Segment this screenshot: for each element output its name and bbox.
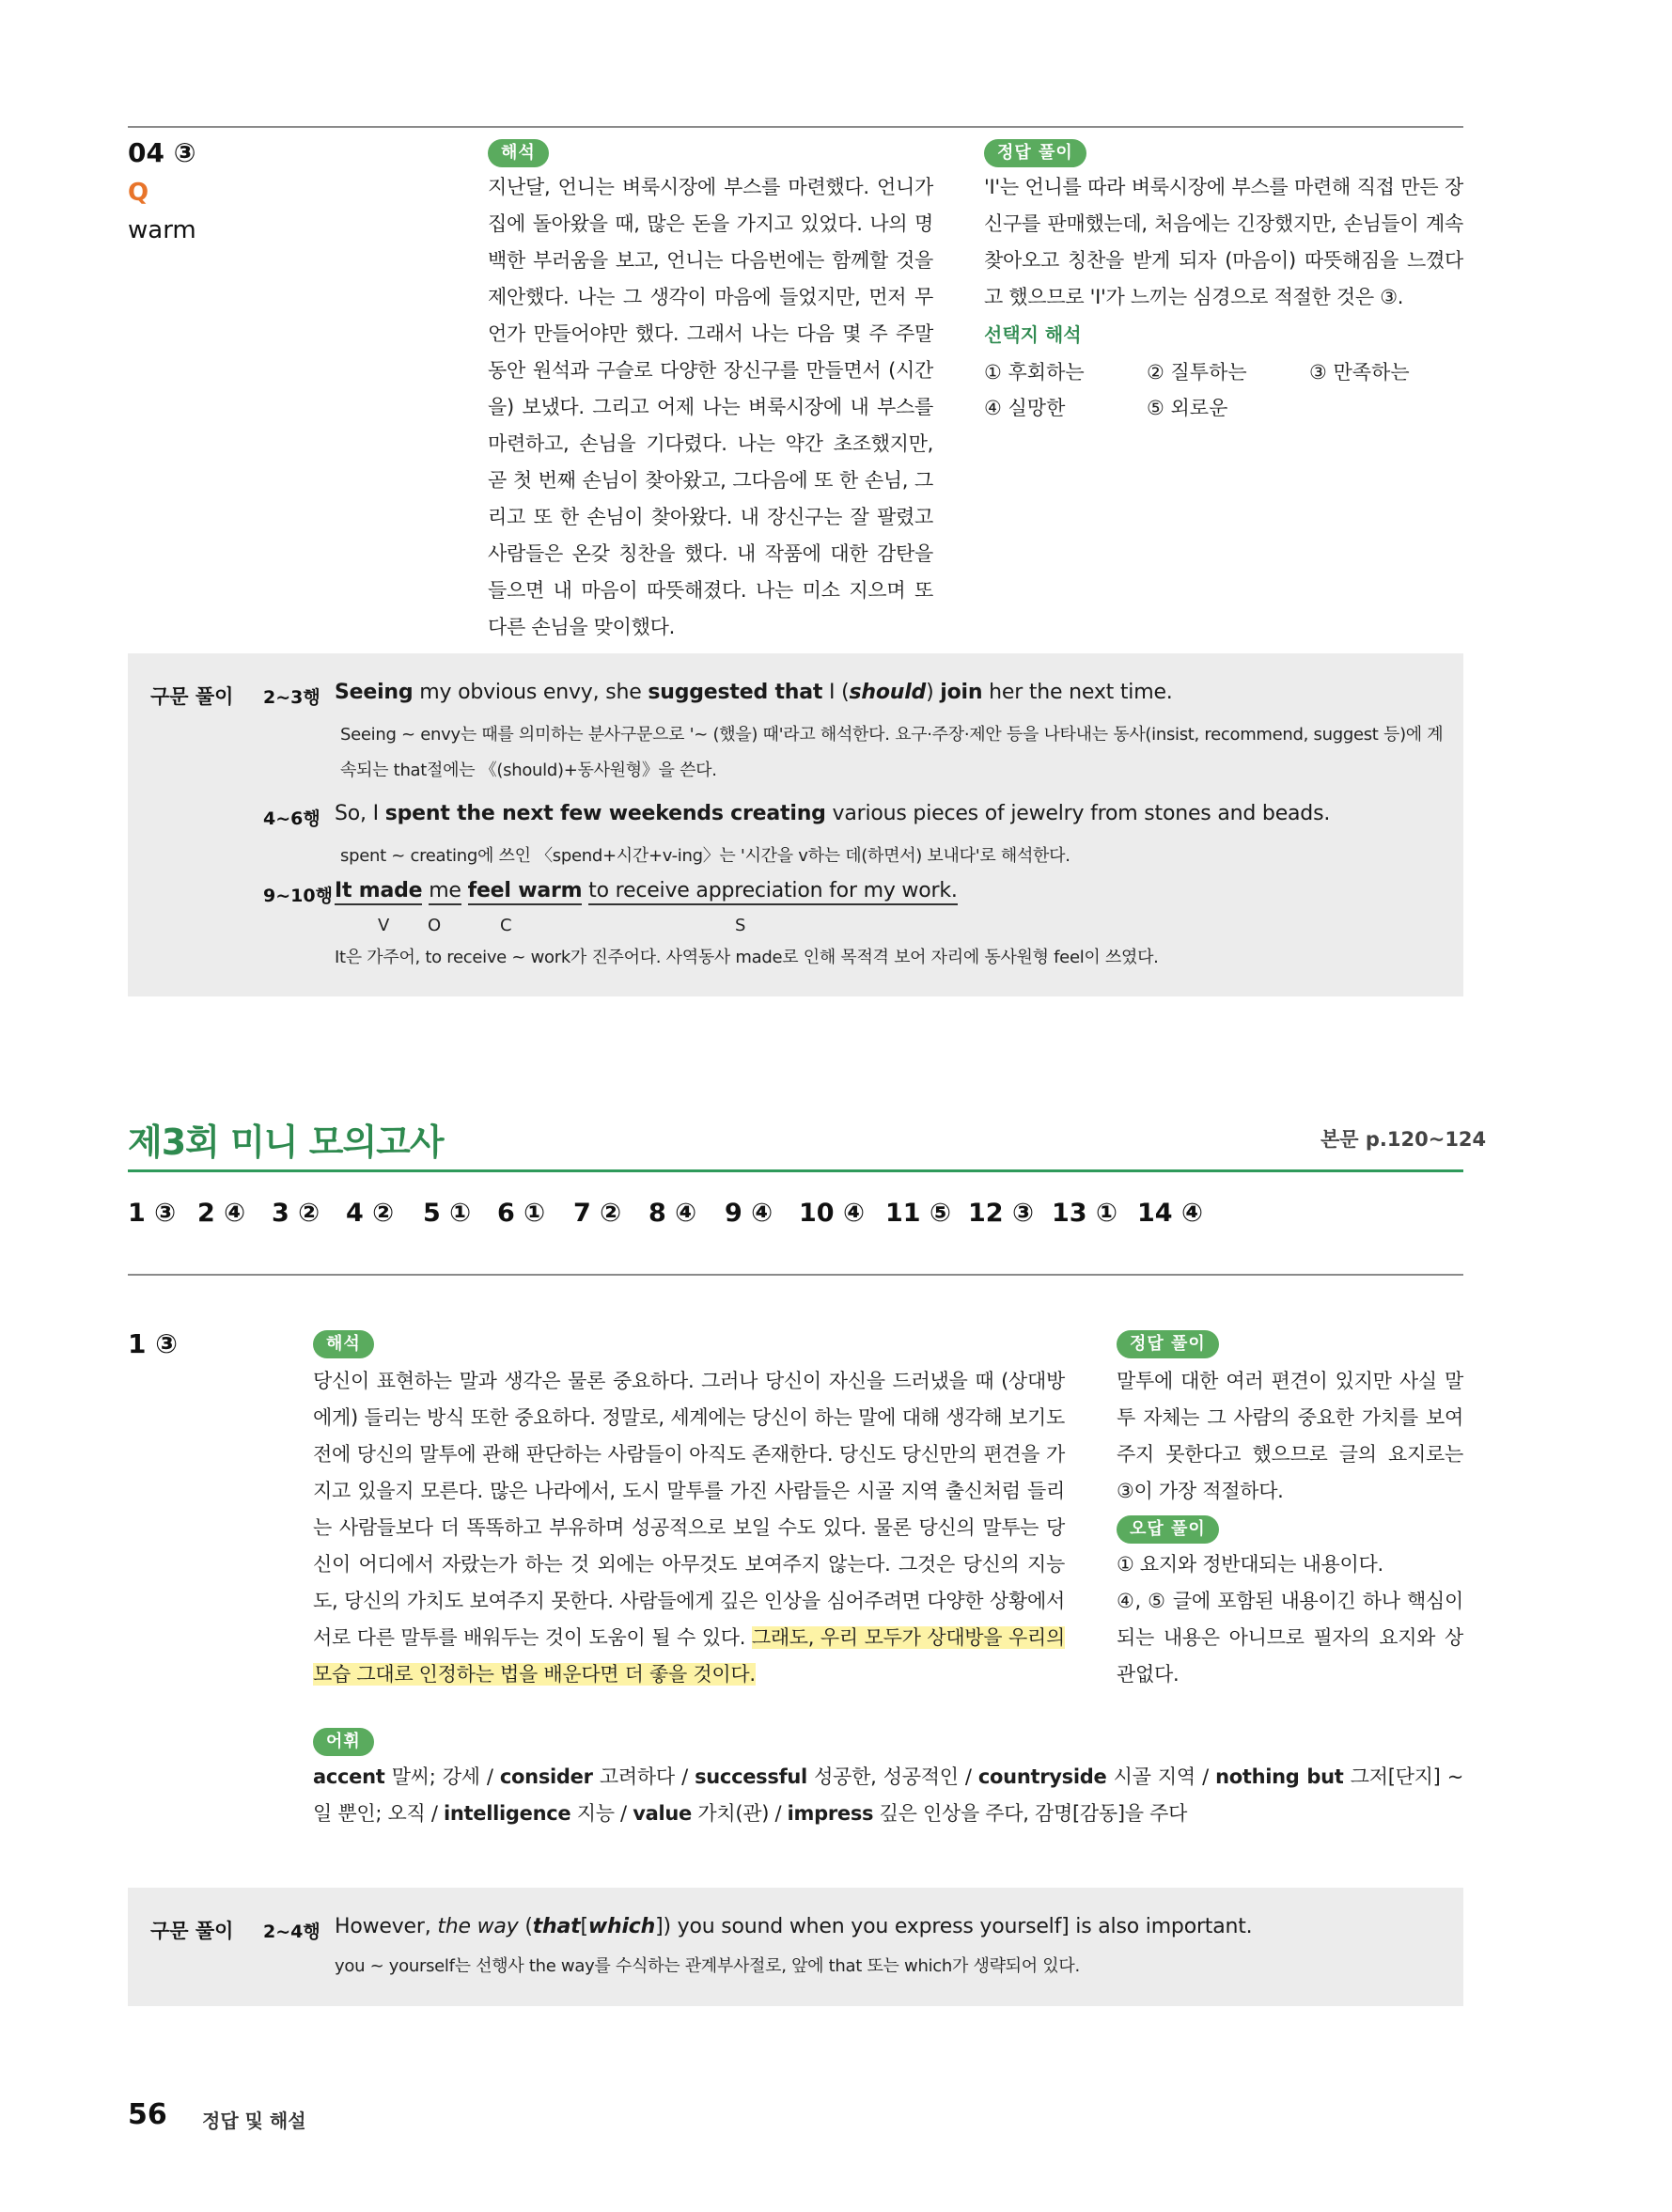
syntax-3-note: It은 가주어, to receive ~ work가 진주어다. 사역동사 made로 인해 목적격 보어 자리에 동사원형 feel이 쓰였다.: [335, 948, 1159, 967]
answer-word: warm: [128, 216, 196, 244]
top-rule: [128, 126, 1463, 128]
choices-title: 선택지 해석: [984, 323, 1082, 346]
syntax-2-line-no: 4~6행: [263, 808, 320, 829]
jeongdap-badge: 정답 풀이: [984, 139, 1086, 167]
answer-11: 11 ⑤: [885, 1199, 951, 1228]
section-title: 제3회 미니 모의고사: [128, 1122, 444, 1163]
q1-wrong-1: ① 요지와 정반대되는 내용이다.: [1117, 1553, 1383, 1576]
answer-12: 12 ③: [968, 1199, 1034, 1228]
q1-answer-explanation: 말투에 대한 여러 편견이 있지만 사실 말투 자체는 그 사람의 중요한 가치를 보여주지 못한다고 했으므로 글의 요지로는 ③이 가장 적절하다.: [1117, 1370, 1463, 1502]
answers-rule: [128, 1274, 1463, 1276]
syntax-box-2-title: 구문 풀이: [150, 1920, 234, 1942]
section-page-ref: 본문 p.120~124: [1320, 1128, 1487, 1151]
syntax-box-2-note: you ~ yourself는 선행사 the way를 수식하는 관계부사절로, 앞에 that 또는 which가 생략되어 있다.: [335, 1956, 1080, 1976]
q1-jeongdap-badge: 정답 풀이: [1117, 1330, 1219, 1358]
answer-6: 6 ①: [497, 1199, 546, 1228]
syntax-box-1-title: 구문 풀이: [150, 685, 234, 708]
answer-13: 13 ①: [1052, 1199, 1117, 1228]
answer-10: 10 ④: [799, 1199, 865, 1228]
answer-2: 2 ④: [197, 1199, 246, 1228]
syntax-1-line-no: 2~3행: [263, 687, 320, 708]
syntax-box-2: [128, 1888, 1463, 2006]
choice-3: ③ 만족하는: [1309, 361, 1410, 384]
syntax-2-sentence: So, I spent the next few weekends creating various pieces of jewelry from stones and beads.: [335, 802, 1331, 825]
haeseok-badge: 해석: [488, 139, 549, 167]
q1-odap-badge: 오답 풀이: [1117, 1515, 1219, 1544]
answer-4: 4 ②: [346, 1199, 395, 1228]
syntax-3-line-no: 9~10행: [263, 886, 333, 906]
svoc-v: V: [378, 916, 390, 935]
svoc-c: C: [500, 916, 512, 935]
question-1-number: 1 ③: [128, 1328, 178, 1359]
answer-14: 14 ④: [1137, 1199, 1203, 1228]
answer-8: 8 ④: [648, 1199, 697, 1228]
syntax-1-note: Seeing ~ envy는 때를 의미하는 분사구문으로 '~ (했을) 때'라고 해석한다. 요구·주장·제안 등을 나타내는 동사(insist, recommend, suggest 등)에 계속되는 that절에는 《(should)+동사원형》을 쓴다.: [340, 725, 1444, 780]
answer-5: 5 ①: [423, 1199, 472, 1228]
svoc-o: O: [428, 916, 442, 935]
vocab-list: accent 말씨; 강세 / consider 고려하다 / successful 성공한, 성공적인 / countryside 시골 지역 / nothing but 그저[단지] ~일 뿐인; 오직 / intelligence 지능 / value 가치(관) / impress 깊은 인상을 주다, 감명[감동]을 주다: [313, 1765, 1463, 1825]
choice-1: ① 후회하는: [984, 361, 1085, 384]
q1-haeseok-badge: 해석: [313, 1330, 374, 1358]
answer-9: 9 ④: [725, 1199, 773, 1228]
footer-label: 정답 및 해설: [202, 2110, 306, 2132]
answer-7: 7 ②: [573, 1199, 622, 1228]
answer-1: 1 ③: [128, 1199, 177, 1228]
q04-translation: 지난달, 언니는 벼룩시장에 부스를 마련했다. 언니가 집에 돌아왔을 때, 많은 돈을 가지고 있었다. 나의 명백한 부러움을 보고, 언니는 다음번에는 함께할 것을 제안했다. 나는 그 생각이 마음에 들었지만, 먼저 무언가 만들어야만 했다. 그래서 나는 다음 몇 주 주말 동안 원석과 구슬로 다양한 장신구를 만들면서 (시간을) 보냈다. 그리고 어제 나는 벼룩시장에 내 부스를 마련하고, 손님을 기다렸다. 나는 약간 초조했지만, 곧 첫 번째 손님이 찾아왔고, 그다음에 또 한 손님, 그리고 또 한 손님이 찾아왔다. 내 장신구는 잘 팔렸고 사람들은 온갖 칭찬을 했다. 내 작품에 대한 감탄을 들으면 내 마음이 따뜻해졌다. 나는 미소 지으며 또 다른 손님을 맞이했다.: [488, 176, 933, 638]
choice-2: ② 질투하는: [1147, 361, 1247, 384]
choice-5: ⑤ 외로운: [1147, 397, 1228, 419]
syntax-box-2-line-no: 2~4행: [263, 1922, 320, 1942]
choice-4: ④ 실망한: [984, 397, 1066, 419]
syntax-1-sentence: Seeing my obvious envy, she suggested that I (should) join her the next time.: [335, 681, 1173, 704]
q1-translation-highlight: 그래도, 우리 모두가 상대방을 우리의 모습 그대로 인정하는 법을 배운다면 더 좋을 것이다.: [313, 1626, 1065, 1686]
q1-translation: 당신이 표현하는 말과 생각은 물론 중요하다. 그러나 당신이 자신을 드러냈을 때 (상대방에게) 들리는 방식 또한 중요하다. 정말로, 세계에는 당신이 하는 말에 대해 생각해 보기도 전에 당신의 말투에 관해 판단하는 사람들이 아직도 존재한다. 당신도 당신만의 편견을 가지고 있을지 모른다. 많은 나라에서, 도시 말투를 가진 사람들은 시골 지역 출신처럼 들리는 사람들보다 더 똑똑하고 부유하며 성공적으로 보일 수도 있다. 물론 당신의 말투는 당신이 어디에서 자랐는가 하는 것 외에는 아무것도 보여주지 않는다. 그것은 당신의 지능도, 당신의 가치도 보여주지 못한다. 사람들에게 깊은 인상을 심어주려면 다양한 상황에서 서로 다른 말투를 배워두는 것이 도움이 될 수 있다. 그래도, 우리 모두가 상대방을 우리의 모습 그대로 인정하는 법을 배운다면 더 좋을 것이다.: [313, 1370, 1065, 1686]
syntax-box-2-sentence: However, the way (that[which]) you sound when you express yourself] is also important.: [335, 1915, 1253, 1938]
section-rule: [128, 1169, 1463, 1172]
q-label: Q: [128, 179, 149, 207]
syntax-2-note: spent ~ creating에 쓰인 〈spend+시간+v-ing〉는 '시간을 v하는 데(하면서) 보내다'로 해석한다.: [340, 846, 1070, 866]
svoc-s: S: [735, 916, 746, 935]
answer-3: 3 ②: [272, 1199, 320, 1228]
q1-wrong-2: ④, ⑤ 글에 포함된 내용이긴 하나 핵심이 되는 내용은 아니므로 필자의 요지와 상관없다.: [1117, 1590, 1463, 1686]
syntax-3-sentence: It made me feel warm to receive appreciation for my work.: [335, 879, 958, 902]
vocab-badge: 어휘: [313, 1728, 374, 1756]
page-number: 56: [128, 2098, 167, 2131]
q04-answer-explanation: 'I'는 언니를 따라 벼룩시장에 부스를 마련해 직접 만든 장신구를 판매했는데, 처음에는 긴장했지만, 손님들이 계속 찾아오고 칭찬을 받게 되자 (마음이) 따뜻해짐을 느꼈다고 했으므로 'I'가 느끼는 심경으로 적절한 것은 ③.: [984, 176, 1463, 308]
question-04-number: 04 ③: [128, 137, 196, 168]
